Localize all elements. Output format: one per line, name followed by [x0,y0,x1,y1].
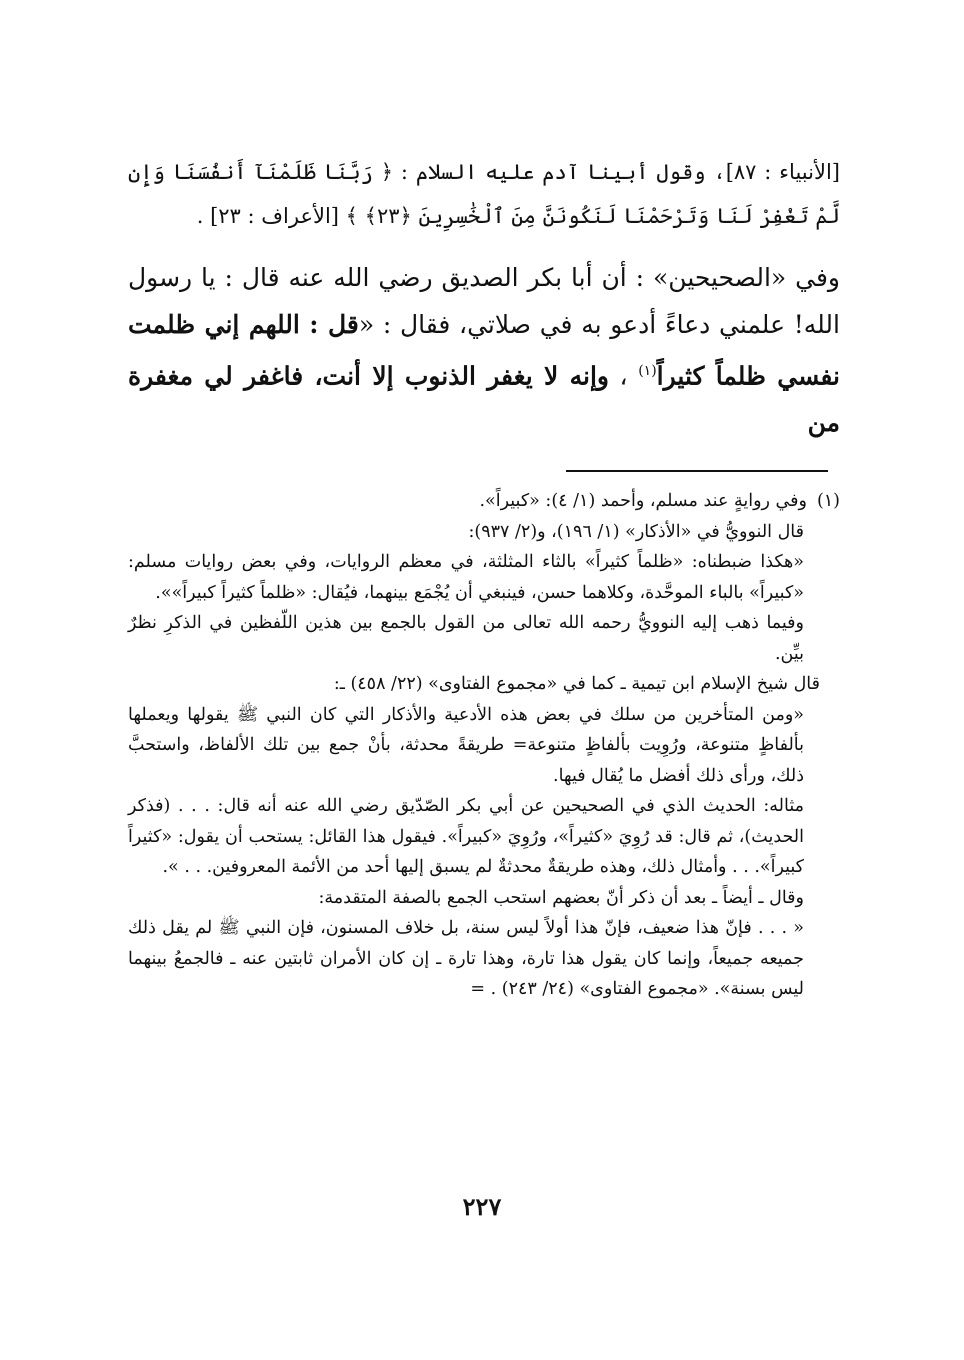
footnote-number: (١) [816,491,840,511]
footnote-divider [566,470,828,472]
footnote-quote: «ومن المتأخرين من سلك في بعض هذه الأدعية والأذكار التي كان النبي ﷺ يقولها ويعملها بألفاظٍ متنوعة، ورُوِيت بألفاظٍ متنوعة= طريقةً محدثة، بأنْ جمع بين تلك الألفاظ، واستحبَّ ذلك، ورأى ذلك أفضل ما يُقال فيها. [128,704,804,786]
footnote-line: وفيما ذهب إليه النوويُّ رحمه الله تعالى من القول بالجمع بين هذين اللّفظين في الذكرِ نظرٌ بيِّن. [128,613,804,664]
footnote-line: وقال ـ أيضاً ـ بعد أن ذكر أنّ بعضهم استحب الجمع بالصفة المتقدمة: [318,887,804,908]
hadith-quote-2: وإنه لا يغفر الذنوب إلا أنت، فاغفر لي مغفرة من [128,361,840,438]
footnote-quote: «هكذا ضبطناه: «ظلماً كثيراً» بالثاء المثلثة، في معظم الروايات، وفي بعض روايات مسلم: «كبيراً» بالباء الموحَّدة، وكلاهما حسن، فينبغي أن يُجْمَع بينهما، فيُقال: «ظلماً كثيراً كبيراً»». [128,552,804,603]
main-text [128,150,840,446]
verse-paragraph: [الأنبياء : ٨٧]، وقول أبينا آدم عليه السلام : ﴿ رَبَّنَا ظَلَمْنَآ أَنفُسَنَا وَإِن لَّمْ تَغْفِرْ لَنَا وَتَرْحَمْنَا لَنَكُونَنَّ مِنَ ٱلْخَٰسِرِينَ ﴿٢٣﴾ ﴾ [الأعراف : ٢٣] . [128,160,840,228]
hadith-separator: ، [608,361,639,391]
hadith-paragraph [128,254,840,446]
footnote-line: قال شيخ الإسلام ابن تيمية ـ كما في «مجموع الفتاوى» (٢٢/ ٤٥٨) ـ: [333,674,820,694]
page-number: ٢٢٧ [462,1192,502,1221]
footnotes [128,486,840,1005]
footnote-line: قال النوويُّ في «الأذكار» (١/ ١٩٦)، و(٢/ ٩٣٧): [468,521,804,542]
footnote-quote: « . . . فإنّ هذا ضعيف، فإنّ هذا أولاً ليس سنة، بل خلاف المسنون، فإن النبي ﷺ لم يقل ذلك جميعه جميعاً، وإنما كان يقول هذا تارة، وهذا تارة ـ إن كان الأمران ثابتين عنه ـ فالجمعُ بينهما ليس بسنة». «مجموع الفتاوى» (٢٤/ ٢٤٣) . = [128,918,804,999]
hadith-intro: وفي «الصحيحين» : أن أبا بكر الصديق رضي الله عنه قال : يا رسول الله! علمني دعاءً أدعو به في صلاتي، فقال : « [128,263,840,339]
hadith-quote-1: قل : اللهم إني ظلمت نفسي ظلماً كثيراً [128,310,841,391]
footnote-quote: مثاله: الحديث الذي في الصحيحين عن أبي بكر الصّدّيق رضي الله عنه أنه قال: . . . (فذكر الحديث)، ثم قال: قد رُوِيَ «كثيراً»، ورُوِيَ «كبيراً». فيقول هذا القائل: يستحب أن يقول: «كثيراً كبيراً». . . وأمثال ذلك، وهذه طريقةٌ محدثةٌ لم يسبق إليها أحد من الأئمة المعروفين. . . ». [128,796,804,877]
footnote-reference: (١) [638,363,657,379]
footnote-line: (١)وفي روايةٍ عند مسلم، وأحمد (١/ ٤): «كبيراً». [128,486,840,517]
